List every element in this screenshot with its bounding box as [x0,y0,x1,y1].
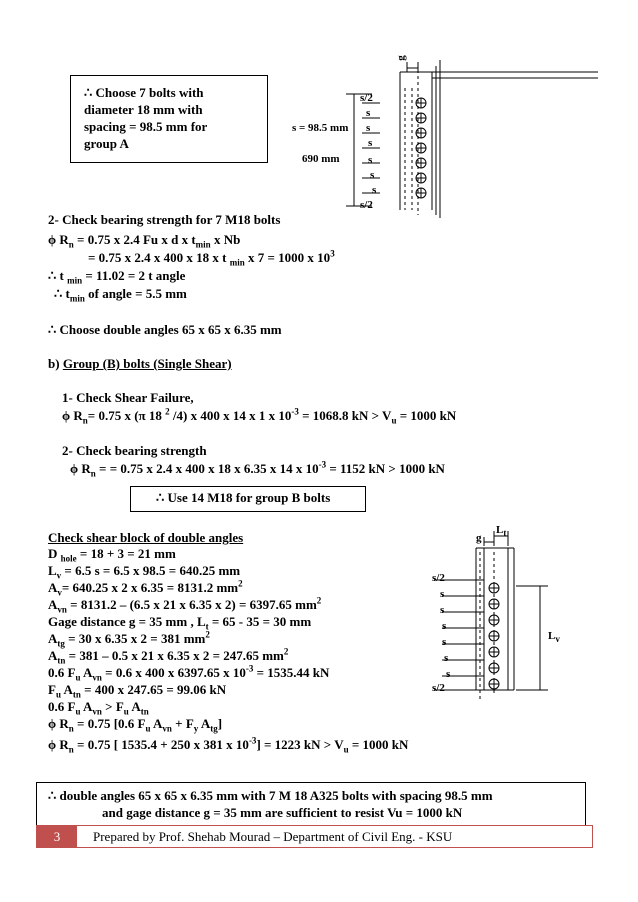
conclusion-line-1: ∴ double angles 65 x 65 x 6.35 mm with 7 M 18 A325 bolts with spacing 98.5 mm [48,788,493,803]
group-a-line-4: group A [84,136,129,151]
group-b-bearing-eq: ϕ $R_n$ = = 0.75 x 2.4 x 400 x 18 x 6.35 x 14 x $10^{-3} = 1152$ kN > 1000 kN [70,459,445,479]
fig2-s-label-4: s [442,636,447,648]
bearing-eq-1: ϕ $R_n = 0.75$ x 2.4 Fu x d x $t_{min}$ x Nb [48,232,241,250]
bearing-eq-2: = 0.75 x 2.4 x 400 x 18 x t $_{min}$ x 7 = 1000 x $10^3$ [88,248,335,268]
comparison-line: 0.6 $F_u$ $A_{vn} > F_u$ $A_{tn}$ [48,699,149,717]
fig2-lv-label: $L_v$ [548,630,560,645]
fig1-s-label-4: s [368,154,373,166]
fig2-lt-label: $L_t$ [496,524,507,539]
group-b-bearing-title: 2- Check bearing strength [62,443,207,458]
shear-block-title: Check shear block of double angles [48,530,244,545]
fig2-s-label-5: s [444,652,449,664]
fig2-s-label-6: s [446,668,451,680]
gage-line: Gage distance g = 35 mm , $L_t = 65 - 35 = 30$ mm [48,614,312,632]
fig1-s2-top-label: s/2 [360,92,373,104]
fig1-length-label: 690 mm [302,153,340,165]
fig2-s-label-1: s [440,588,445,600]
fig2-s-label-3: s [442,620,447,632]
fig1-spacing-label: s = 98.5 mm [292,122,349,134]
fig1-s2-bottom-label: s/2 [360,199,373,211]
group-b-title: b) Group (B) bolts (Single Shear) [48,356,232,371]
fig1-s-label-6: s [372,184,377,196]
shear-failure-title: 1- Check Shear Failure, [62,390,194,405]
tmin-line-1: ∴ t $_{min}$ = 11.02 = 2 t angle [48,268,186,286]
group-a-line-3: spacing = 98.5 mm for [84,119,208,134]
conclusion-line-2: and gage distance g = 35 mm are sufficient to resist Vu = 1000 kN [102,805,463,820]
fig2-g-label: g [476,532,482,544]
fig2-s2-top-label: s/2 [432,572,445,584]
shear-failure-eq: ϕ $R_n= 0.75$ x (π 18 $^2$ /4) x 400 x 14 x 1 x $10^{-3} = 1068.8$ kN > $V_u = 1000$ kN [62,406,457,426]
group-b-result: ∴ Use 14 M18 for group B bolts [156,490,331,505]
rn-result-line: ϕ $R_n = 0.75$ [ 1535.4 + 250 x 381 x $10^{-3}] = 1223$ kN > $V_u = 1000$ kN [48,735,409,755]
avn-line: $A_{vn} = 8131.2 - (6.5$ x 21 x 6.35 x 2) = 6397.65 $mm^2$ [48,595,322,615]
figure-2-bolts [489,583,499,689]
figure-2-lines [434,531,548,690]
bearing-title: 2- Check bearing strength for 7 M18 bolts [48,212,281,227]
rn-formula-line: ϕ $R_n = 0.75$ [0.6 $F_u$ $A_{vn} + F_y$ $A_{tg}$] [48,716,223,734]
choose-angles: ∴ Choose double angles 65 x 65 x 6.35 mm [48,322,282,337]
figure-1-lines [346,60,598,218]
fig2-s-label-2: s [440,604,445,616]
fu-avn-line: 0.6 $F_u$ $A_{vn} = 0.6$ x 400 x 6397.65 x $10^{-3} = 1535.44$ kN [48,663,330,683]
group-a-line-2: diameter 18 mm with [84,102,203,117]
fig1-s-label-1: s [366,107,371,119]
atn-line: $A_{tn} = 381 - 0.5$ x 21 x 6.35 x 2 = 247.65 $mm^2$ [48,646,289,666]
atg-line: $A_{tg} = 30$ x 6.35 x 2 = 381 $mm^2$ [48,629,210,649]
av-line: $A_v= 640.25$ x 2 x 6.35 = 8131.2 $mm^2$ [48,578,243,598]
tmin-line-2: ∴ $t_{min}$ of angle = 5.5 mm [54,286,187,304]
fig1-s-label-3: s [368,137,373,149]
fig1-g-label: g [394,55,407,61]
footer-text: Prepared by Prof. Shehab Mourad – Department of Civil Eng. - KSU [93,829,453,844]
page-footer [36,825,593,848]
lv-line: $L_v = 6.5$ s = 6.5 x 98.5 = 640.25 mm [48,563,241,581]
page-number: 3 [37,826,77,847]
fig2-s2-bottom-label: s/2 [432,682,445,694]
fig1-s-label-2: s [366,122,371,134]
group-a-line-1: ∴ Choose 7 bolts with [84,85,204,100]
d-hole-line: D $_{hole}$ = 18 + 3 = 21 mm [48,546,176,564]
figure-2-dashed-lines [480,552,494,700]
fu-atn-line: $F_u$ $A_{tn} = 400$ x 247.65 = 99.06 kN [48,682,227,700]
fig1-s-label-5: s [370,169,375,181]
